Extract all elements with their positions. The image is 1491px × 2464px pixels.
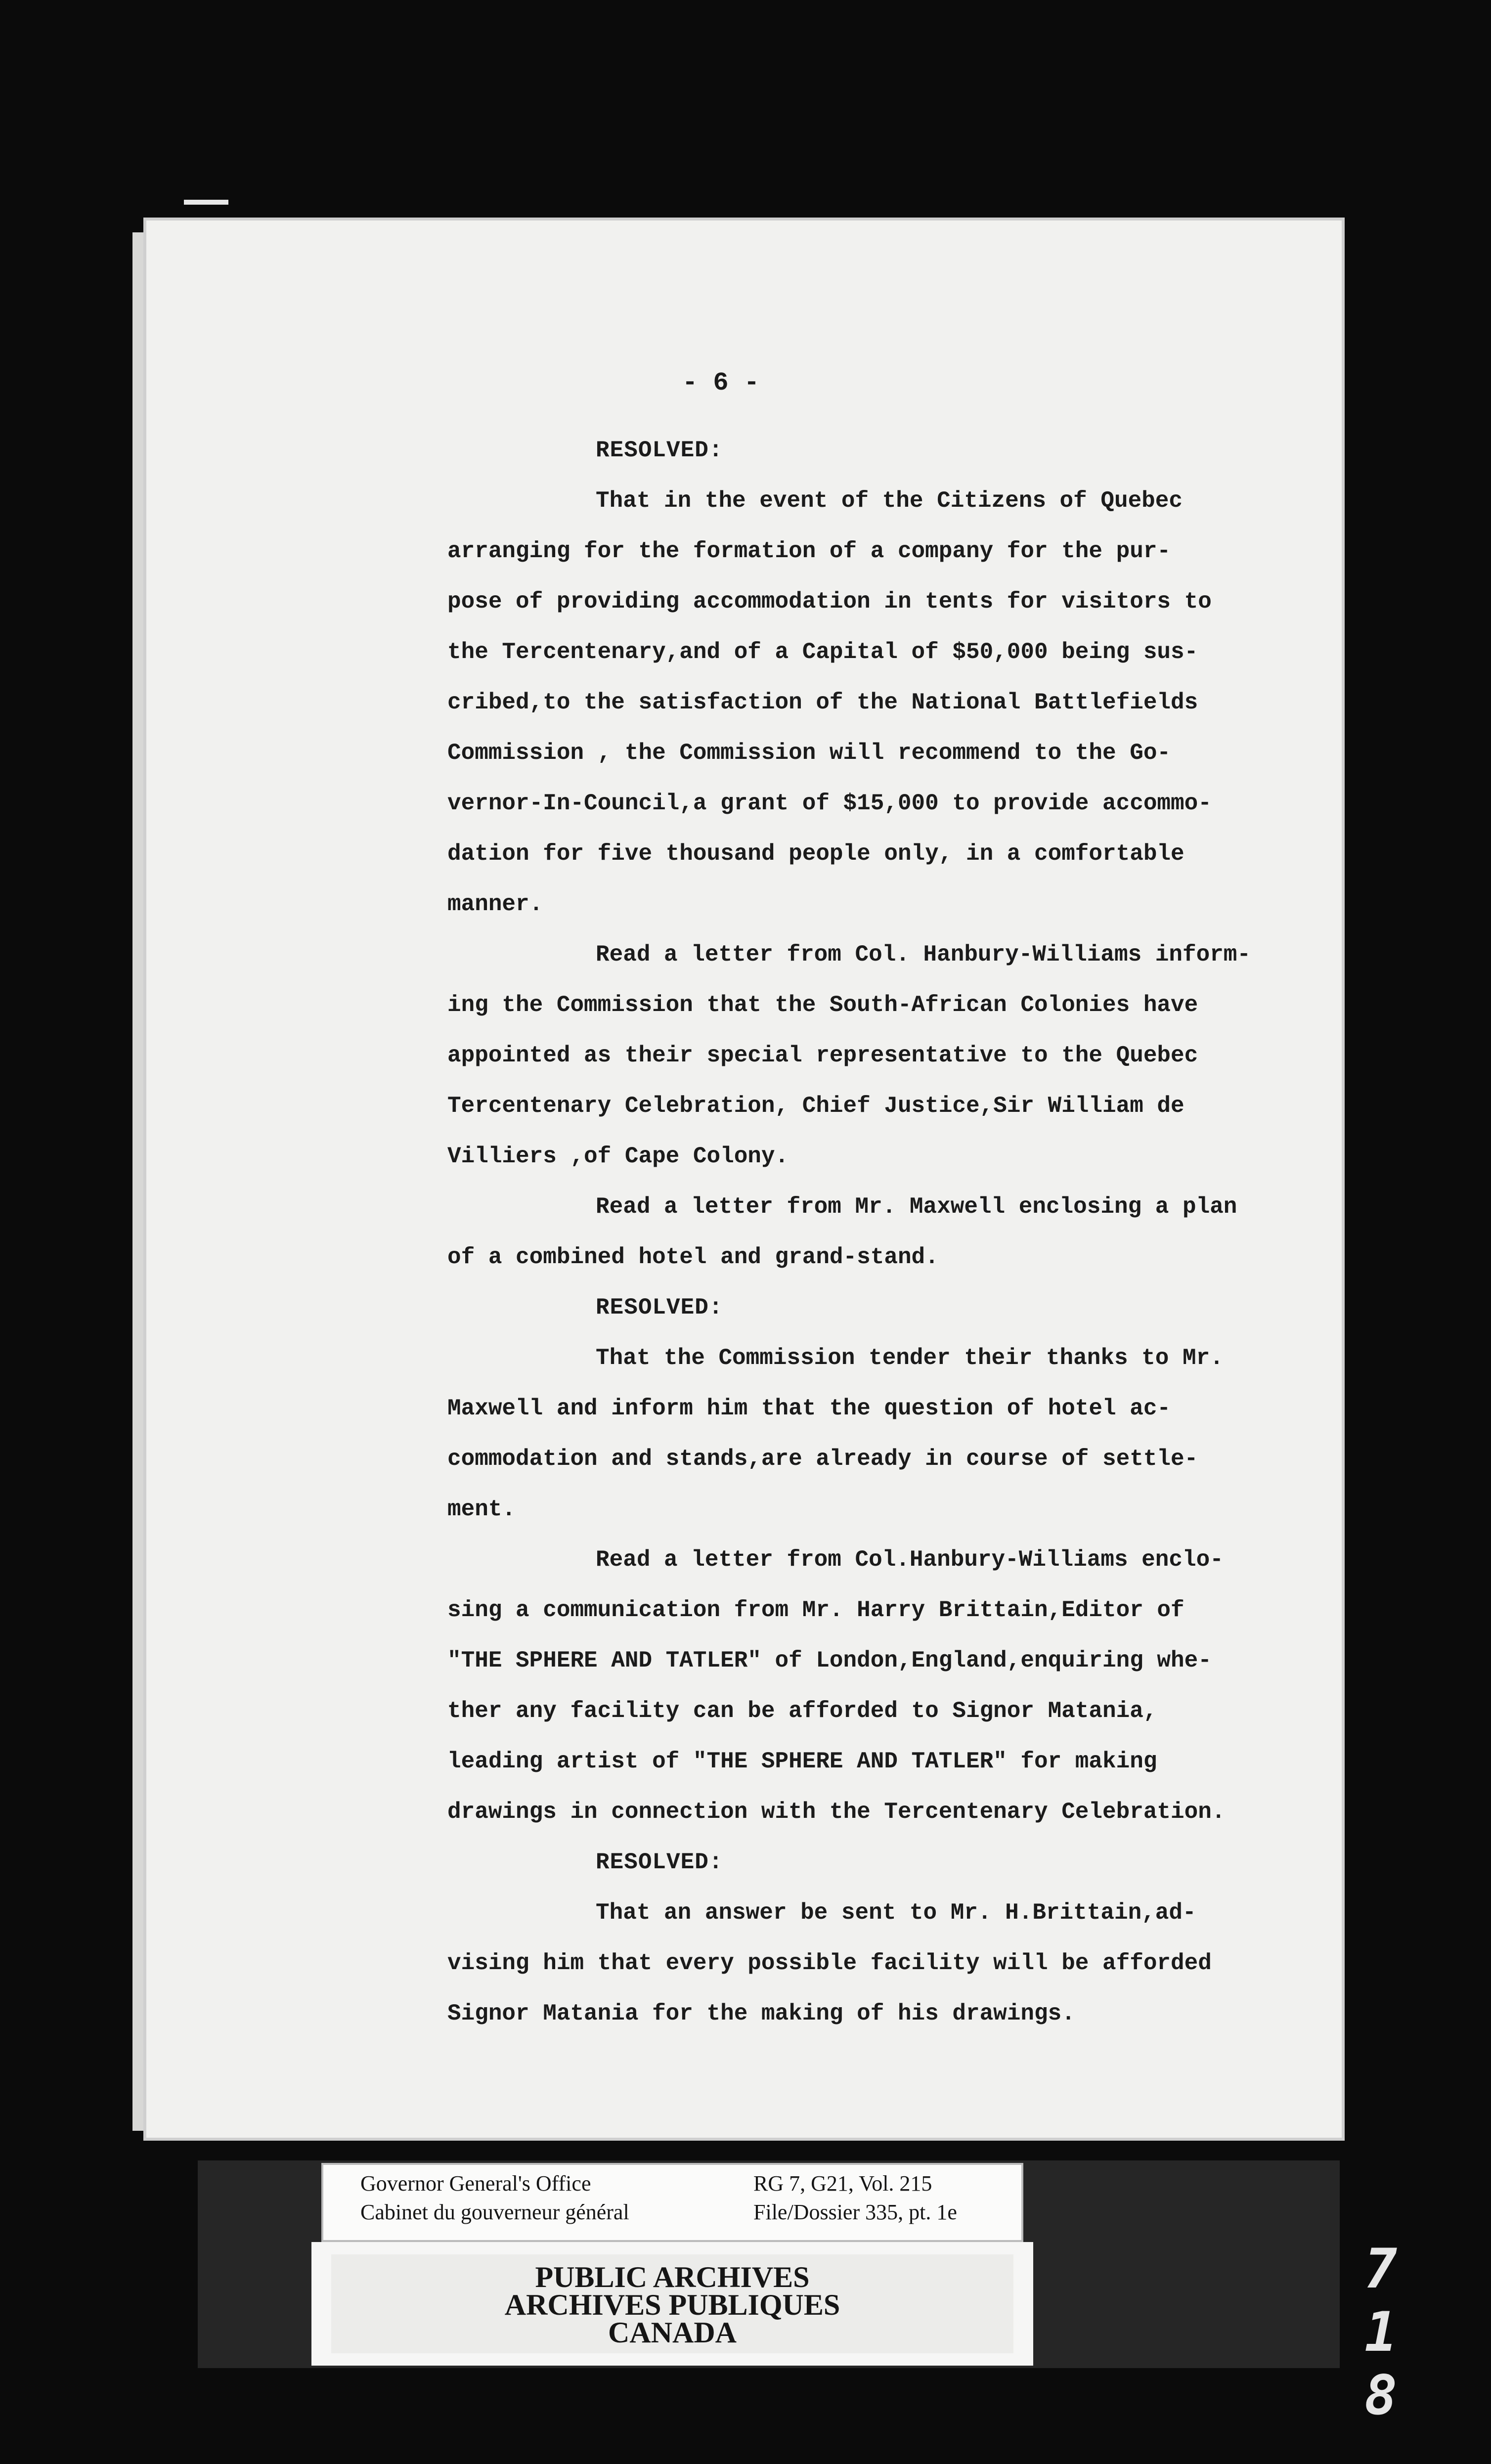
text-line: pose of providing accommodation in tents for visitors to — [447, 589, 1212, 615]
resolved-heading: RESOLVED: — [596, 1295, 723, 1320]
text-line: Maxwell and inform him that the question of hotel ac- — [447, 1396, 1171, 1421]
text-line: Signor Matania for the making of his drawings. — [447, 2001, 1075, 2026]
text-line: commodation and stands,are already in course of settle- — [447, 1446, 1198, 1472]
text-line: cribed,to the satisfaction of the National Battlefields — [447, 690, 1198, 715]
frame-number: 7 1 8 — [1364, 2237, 1414, 2427]
text-line: arranging for the formation of a company for the pur- — [447, 538, 1171, 564]
file-reference: File/Dossier 335, pt. 1e — [753, 2200, 957, 2224]
text-line: ing the Commission that the South-African Colonies have — [447, 992, 1198, 1018]
text-line: drawings in connection with the Tercentenary Celebration. — [447, 1799, 1226, 1825]
text-line: Read a letter from Mr. Maxwell enclosing a plan — [596, 1194, 1237, 1220]
text-line: leading artist of "THE SPHERE AND TATLER" for making — [447, 1749, 1157, 1774]
text-line: Commission , the Commission will recommend to the Go- — [447, 740, 1171, 766]
text-line: That the Commission tender their thanks to Mr. — [596, 1345, 1224, 1371]
text-line: manner. — [447, 891, 543, 917]
document-body — [447, 425, 1337, 2039]
text-line: "THE SPHERE AND TATLER" of London,England,enquiring whe- — [447, 1648, 1212, 1673]
archives-stamp-inner — [331, 2254, 1013, 2353]
text-line: That in the event of the Citizens of Quebec — [596, 488, 1183, 514]
text-line: dation for five thousand people only, in a comfortable — [447, 841, 1184, 867]
archive-reference-label — [321, 2163, 1023, 2242]
record-group-reference: RG 7, G21, Vol. 215 — [753, 2171, 932, 2196]
text-line: Villiers ,of Cape Colony. — [447, 1144, 789, 1169]
text-line: Tercentenary Celebration, Chief Justice,Sir William de — [447, 1093, 1184, 1119]
office-english: Governor General's Office — [360, 2171, 591, 2196]
text-line: That an answer be sent to Mr. H.Brittain,ad- — [596, 1900, 1196, 1926]
archives-stamp — [311, 2242, 1033, 2366]
text-line: vising him that every possible facility will be afforded — [447, 1950, 1212, 1976]
page-number: - 6 - — [682, 368, 760, 397]
office-french: Cabinet du gouverneur général — [360, 2200, 629, 2224]
archives-country: CANADA — [608, 2316, 737, 2349]
text-line: of a combined hotel and grand-stand. — [447, 1244, 939, 1270]
text-line: appointed as their special representative to the Quebec — [447, 1043, 1198, 1068]
resolved-heading: RESOLVED: — [596, 438, 723, 463]
archives-french: ARCHIVES PUBLIQUES — [504, 2288, 840, 2321]
paper-edge — [132, 232, 143, 2131]
text-line: ment. — [447, 1496, 516, 1522]
text-line: Read a letter from Col.Hanbury-Williams enclo- — [596, 1547, 1224, 1573]
text-line: ther any facility can be afforded to Signor Matania, — [447, 1698, 1157, 1724]
resolved-heading: RESOLVED: — [596, 1849, 723, 1875]
text-line: sing a communication from Mr. Harry Brittain,Editor of — [447, 1597, 1184, 1623]
archives-english: PUBLIC ARCHIVES — [535, 2261, 810, 2293]
text-line: vernor-In-Council,a grant of $15,000 to provide accommo- — [447, 791, 1212, 816]
text-line: Read a letter from Col. Hanbury-Williams inform- — [596, 942, 1251, 968]
text-line: the Tercentenary,and of a Capital of $50,000 being sus- — [447, 639, 1198, 665]
film-speck — [184, 200, 228, 205]
